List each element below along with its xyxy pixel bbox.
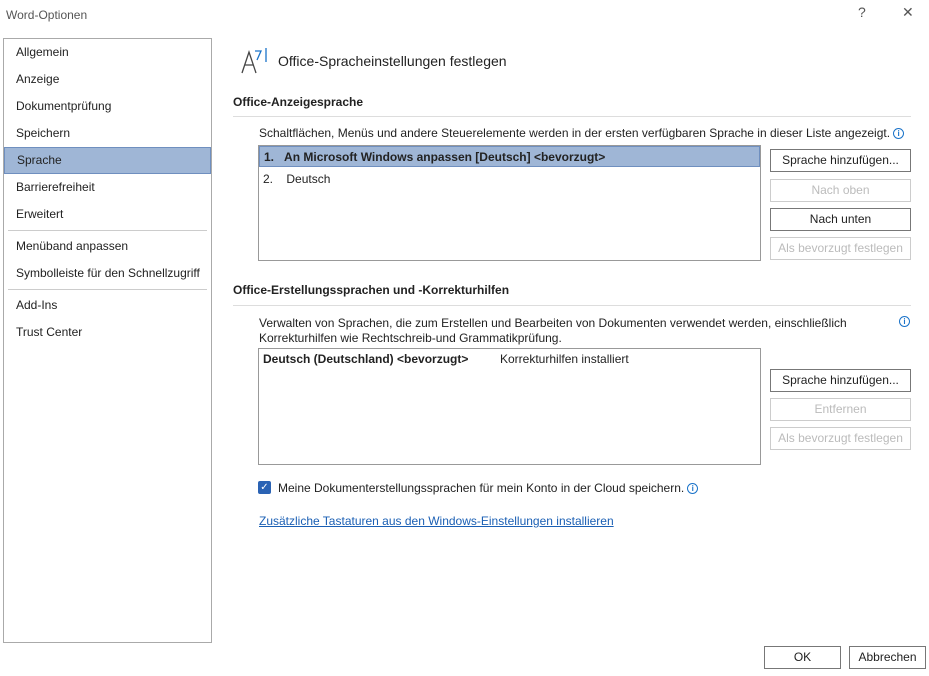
cloud-checkbox[interactable]: ✓ [258, 481, 271, 494]
list-item[interactable] [259, 169, 760, 190]
cancel-button[interactable]: Abbrechen [849, 646, 926, 669]
sidebar-item-trustcenter[interactable]: Trust Center [16, 325, 83, 339]
sidebar-item-barrierefreiheit[interactable]: Barrierefreiheit [16, 180, 95, 194]
help-button[interactable]: ? [858, 4, 866, 20]
set-preferred-display-button[interactable]: Als bevorzugt festlegen [770, 237, 911, 260]
language-icon [240, 46, 272, 74]
page-title: Office-Spracheinstellungen festlegen [278, 53, 507, 69]
sidebar-item-schnellzugriff[interactable]: Symbolleiste für den Schnellzugriff [16, 266, 200, 280]
display-language-list[interactable] [258, 145, 761, 261]
cloud-checkbox-label[interactable]: Meine Dokumenterstellungssprachen für mein Konto in der Cloud speichern. [278, 481, 685, 495]
install-keyboards-link[interactable]: Zusätzliche Tastaturen aus den Windows-Einstellungen installieren [259, 514, 614, 528]
add-display-language-button[interactable]: Sprache hinzufügen... [770, 149, 911, 172]
divider [8, 289, 207, 290]
sidebar [3, 38, 212, 643]
item-label: An Microsoft Windows anpassen [Deutsch] <bevorzugt> [284, 150, 606, 164]
move-down-button[interactable]: Nach unten [770, 208, 911, 231]
item-label: Deutsch (Deutschland) <bevorzugt> [263, 352, 469, 366]
ok-button[interactable]: OK [764, 646, 841, 669]
divider [233, 116, 911, 117]
sidebar-item-menueband[interactable]: Menüband anpassen [16, 239, 129, 253]
list-item[interactable] [259, 349, 760, 370]
sidebar-item-allgemein[interactable]: Allgemein [16, 45, 69, 59]
move-up-button[interactable]: Nach oben [770, 179, 911, 202]
item-number: 2. [263, 172, 274, 186]
sidebar-item-dokumentpruefung[interactable]: Dokumentprüfung [16, 99, 112, 113]
add-authoring-language-button[interactable]: Sprache hinzufügen... [770, 369, 911, 392]
display-description: Schaltflächen, Menüs und andere Steuerelemente werden in der ersten verfügbaren Sprache in dieser Liste angezeigt. [259, 126, 891, 140]
sidebar-item-sprache[interactable]: Sprache [4, 147, 211, 174]
item-number: 1. [264, 150, 275, 164]
sidebar-item-speichern[interactable]: Speichern [16, 126, 71, 140]
info-icon[interactable]: i [899, 316, 910, 327]
cloud-checkbox-row [278, 481, 698, 495]
display-description-row [259, 126, 904, 140]
item-status: Korrekturhilfen installiert [500, 352, 629, 366]
divider [233, 305, 911, 306]
item-label: Deutsch [286, 172, 331, 186]
close-button[interactable]: ✕ [902, 4, 914, 20]
info-icon[interactable]: i [687, 483, 698, 494]
window-title: Word-Optionen [6, 8, 88, 22]
authoring-language-list[interactable] [258, 348, 761, 465]
sidebar-item-addins[interactable]: Add-Ins [16, 298, 58, 312]
section-title-display: Office-Anzeigesprache [233, 95, 364, 109]
info-icon[interactable]: i [893, 128, 904, 139]
list-item[interactable] [259, 146, 760, 167]
divider [8, 230, 207, 231]
remove-button[interactable]: Entfernen [770, 398, 911, 421]
set-preferred-authoring-button[interactable]: Als bevorzugt festlegen [770, 427, 911, 450]
section-title-authoring: Office-Erstellungssprachen und -Korrekturhilfen [233, 283, 510, 297]
sidebar-item-erweitert[interactable]: Erweitert [16, 207, 64, 221]
authoring-description: Verwalten von Sprachen, die zum Erstellen und Bearbeiten von Dokumenten verwendet werden, einschließlich Korrekturhilfen wie Rechtschreib-und Grammatikprüfung. [259, 316, 847, 345]
sidebar-item-anzeige[interactable]: Anzeige [16, 72, 60, 86]
